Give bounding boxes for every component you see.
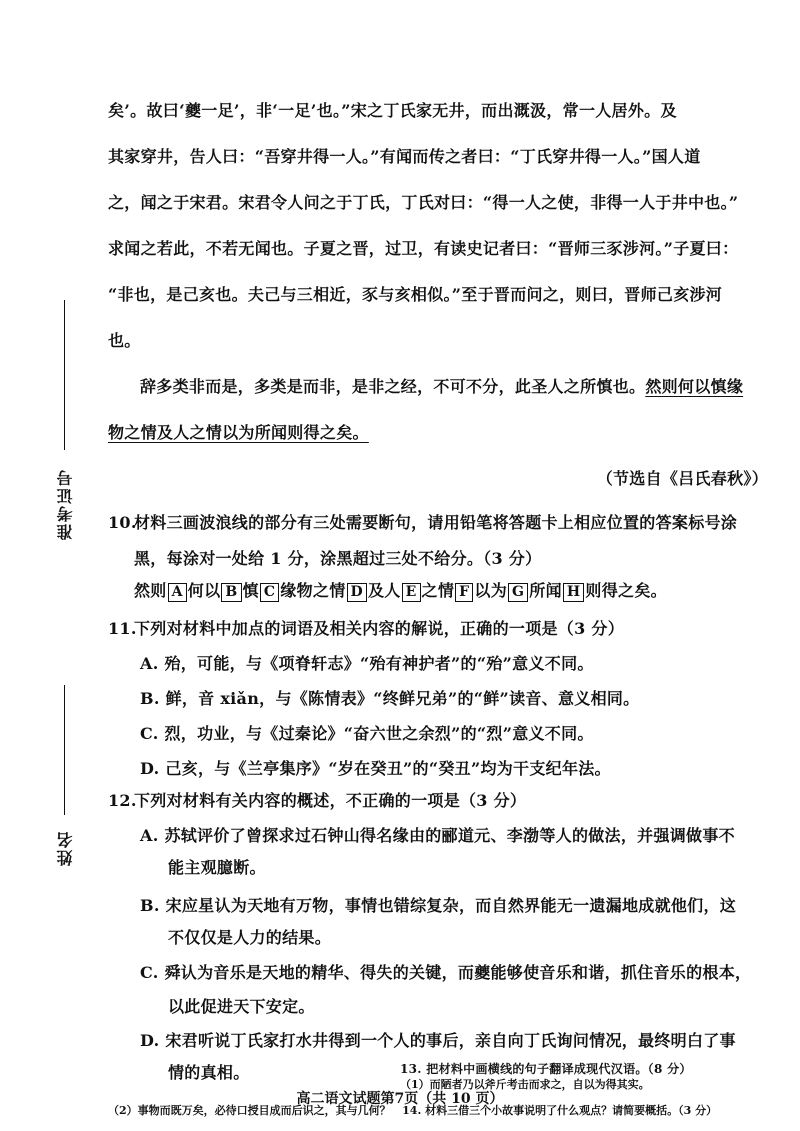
page-footer: 高二语文试题第7页（共 10 页）	[296, 1091, 504, 1107]
option-c-cont: 以此促进天下安定。	[168, 997, 315, 1016]
name-line	[64, 685, 65, 815]
passage-line: 也。	[108, 331, 141, 350]
passage-para2-text: 辞多类非而是，多类是而非，是非之经，不可不分，此圣人之所慎也。	[140, 377, 646, 396]
passage-paragraph	[140, 376, 768, 398]
question-stem: 下列对材料有关内容的概述，不正确的一项是（3 分）	[134, 791, 527, 810]
name-label: 姓名	[56, 830, 75, 866]
segment-text: 何以	[187, 581, 221, 600]
question-13	[400, 1062, 770, 1076]
segment-text: 及人	[367, 581, 401, 600]
answer-box-e[interactable]: E	[402, 583, 421, 602]
question-number: 13.	[400, 1062, 422, 1076]
answer-box-a[interactable]: A	[168, 583, 187, 602]
question-10	[108, 512, 794, 534]
passage-line: 矣’。故曰‘夔一足’，非‘一足’也。”宋之丁氏家无井，而出溉汲，常一人居外。及	[108, 101, 677, 120]
question-13-items	[400, 1078, 770, 1091]
segment-text: 之情	[421, 581, 455, 600]
underlined-sentence: 物之情及人之情以为所闻则得之矣。	[108, 423, 369, 442]
option-b: B. 鲜，音 xiǎn，与《陈情表》“终鲜兄弟”的“鲜”读音、意义相同。	[140, 689, 640, 708]
question-stem: 把材料中画横线的句子翻译成现代汉语。（8 分）	[426, 1062, 692, 1076]
question-14-stem: 材料三借三个小故事说明了什么观点？请简要概括。（3 分）	[425, 1104, 718, 1117]
answer-box-c[interactable]: C	[260, 583, 279, 602]
option-d-cont: 情的真相。	[168, 1063, 250, 1082]
question-10-line2: 黑，每涂对一处给 1 分，涂黑超过三处不给分。（3 分）	[134, 549, 542, 568]
question-13-item-2-row	[108, 1104, 768, 1117]
passage-line: 其家穿井，告人曰：“吾穿井得一人。”有闻而传之者曰：“丁氏穿井得一人。”国人道	[108, 147, 701, 166]
option-b-cont: 不仅仅是人力的结果。	[168, 928, 332, 947]
exam-number-label: 准考证号	[56, 468, 75, 540]
question-stem: 材料三画波浪线的部分有三处需要断句，请用铅笔将答题卡上相应位置的答案标号涂	[134, 513, 738, 532]
question-number: 14.	[402, 1104, 422, 1117]
answer-box-h[interactable]: H	[563, 583, 585, 602]
option-a: A. 殆，可能，与《项脊轩志》“殆有神护者”的“殆”意义不同。	[140, 654, 594, 673]
segment-text: 缘物之情	[280, 581, 346, 600]
option-a-cont: 能主观臆断。	[168, 858, 266, 877]
segment-text: 所闻	[529, 581, 562, 600]
passage-line: 之，闻之于宋君。宋君令人问之于丁氏，丁氏对曰：“得一人之使，非得一人于井中也。”	[108, 193, 739, 212]
option-c: C. 舜认为音乐是天地的精华、得失的关键，而夔能够使音乐和谐，抓住音乐的根本，	[140, 963, 752, 982]
question-12	[108, 790, 794, 812]
option-a: A. 苏轼评价了曾探求过石钟山得名缘由的郦道元、李渤等人的做法，并强调做事不	[140, 826, 735, 845]
underlined-sentence: 然则何以慎缘	[645, 377, 744, 396]
question-number: 12.	[108, 791, 137, 810]
passage-line: “非也，是己亥也。夫己与三相近，豕与亥相似。”至于晋而问之，则曰，晋师己亥涉河	[108, 285, 723, 304]
answer-box-d[interactable]: D	[347, 583, 367, 602]
option-d: D. 己亥，与《兰亭集序》“岁在癸丑”的“癸丑”均为干支纪年法。	[140, 759, 611, 778]
option-c: C. 烈，功业，与《过秦论》“奋六世之余烈”的“烈”意义不同。	[140, 724, 594, 743]
segment-text: 然则	[134, 581, 167, 600]
segment-text: 慎	[242, 581, 259, 600]
option-d: D. 宋君听说丁氏家打水井得到一个人的事后，亲自向丁氏询问情况，最终明白了事	[140, 1031, 736, 1050]
question-11	[108, 618, 794, 640]
answer-box-f[interactable]: F	[455, 583, 473, 602]
passage-line: 求闻之若此，不若无闻也。子夏之晋，过卫，有读史记者曰：“晋师三豕涉河。”子夏曰：	[108, 239, 739, 258]
translation-item-1: （1）而陋者乃以斧斤考击而求之，自以为得其实。	[400, 1078, 650, 1091]
segment-text: 则得之矣。	[585, 581, 667, 600]
passage-line	[108, 422, 768, 444]
segment-text: 以为	[474, 581, 508, 600]
exam-number-line	[64, 300, 65, 450]
question-number: 10.	[108, 513, 137, 532]
question-stem: 下列对材料中加点的词语及相关内容的解说，正确的一项是（3 分）	[134, 619, 625, 638]
question-number: 11.	[108, 619, 137, 638]
option-b: B. 宋应星认为天地有万物，事情也错综复杂，而自然界能无一遗漏地成就他们，这	[140, 896, 737, 915]
source-citation: （节选自《吕氏春秋》）	[596, 469, 768, 488]
translation-item-2: （2）事物而既万矣，必待口授目成而后识之，其与几何？	[108, 1104, 391, 1117]
punctuation-boxes	[134, 580, 794, 602]
answer-box-b[interactable]: B	[221, 583, 241, 602]
answer-box-g[interactable]: G	[508, 583, 528, 602]
